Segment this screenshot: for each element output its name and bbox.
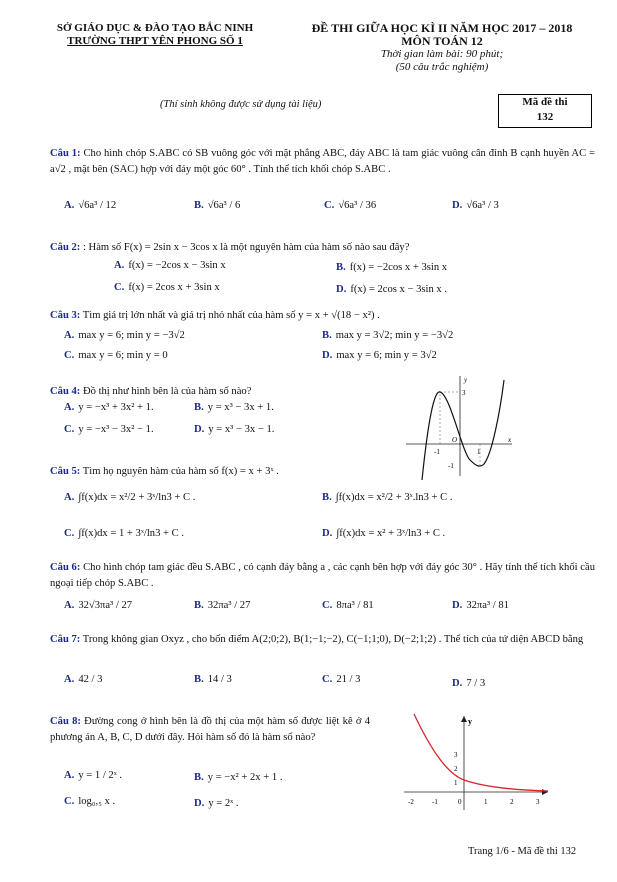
- option-b[interactable]: B. √6a³ / 6: [194, 200, 241, 211]
- svg-text:-1: -1: [434, 448, 440, 456]
- question-1: [50, 146, 595, 178]
- svg-text:-1: -1: [448, 462, 454, 470]
- option-b[interactable]: B. y = x³ − 3x + 1.: [194, 402, 274, 413]
- q8-graph: [402, 712, 552, 812]
- option-b[interactable]: B. max y = 3√2; min y = −3√2: [322, 330, 454, 341]
- option-a[interactable]: A. f(x) = −2cos x − 3sin x: [114, 260, 226, 271]
- option-c[interactable]: C. log₀,₅ x .: [64, 796, 116, 807]
- option-c[interactable]: C. f(x) = 2cos x + 3sin x: [114, 282, 220, 293]
- question-text: Đồ thị như hình bên là của hàm số nào?: [82, 386, 252, 397]
- svg-text:0: 0: [458, 798, 462, 806]
- svg-text:-2: -2: [408, 798, 414, 806]
- q4-options: [64, 402, 384, 442]
- option-c[interactable]: C. √6a³ / 36: [324, 200, 377, 211]
- svg-text:2: 2: [510, 798, 514, 806]
- question-label: Câu 1:: [50, 148, 81, 159]
- question-text: : Hàm số F(x) = 2sin x − 3cos x là một nguyên hàm của hàm số nào sau đây?: [82, 242, 410, 253]
- question-label: Câu 4:: [50, 386, 81, 397]
- question-7: [50, 632, 595, 648]
- option-d[interactable]: D. ∫f(x)dx = x² + 3ˣ/ln3 + C .: [322, 528, 446, 539]
- question-text: Cho hình chóp S.ABC có SB vuông góc với mặt phẳng ABC, đáy ABC là tam giác vuông cân đỉnh B cạnh huyền AC = a√2 , mặt bên (SAC) hợp với đáy một góc 60° . Tính thể tích khối chóp S.ABC .: [50, 148, 596, 175]
- question-text: Tìm giá trị lớn nhất và giá trị nhỏ nhất của hàm số y = x + √(18 − x²) .: [82, 310, 380, 321]
- svg-text:O: O: [452, 436, 458, 444]
- question-3: [50, 308, 595, 324]
- option-d[interactable]: D. √6a³ / 3: [452, 200, 499, 211]
- question-label: Câu 6:: [50, 562, 81, 573]
- exam-title: ĐỀ THI GIỮA HỌC KÌ II NĂM HỌC 2017 – 2018: [311, 21, 573, 35]
- question-text: Trong không gian Oxyz , cho bốn điểm A(2;0;2), B(1;−1;−2), C(−1;1;0), D(−2;1;2) . Thể tích của tứ diện ABCD bằng: [82, 634, 584, 645]
- option-b[interactable]: B. f(x) = −2cos x + 3sin x: [336, 262, 448, 273]
- exam-time: Thời gian làm bài: 90 phút;: [380, 48, 504, 60]
- svg-text:3: 3: [454, 751, 458, 759]
- option-a[interactable]: A. max y = 6; min y = −3√2: [64, 330, 185, 341]
- option-a[interactable]: A. y = −x³ + 3x² + 1.: [64, 402, 154, 413]
- question-text: Tìm họ nguyên hàm của hàm số f(x) = x + 3ˣ .: [82, 466, 279, 477]
- svg-text:1: 1: [454, 779, 458, 787]
- option-d[interactable]: D. y = x³ − 3x − 1.: [194, 424, 275, 435]
- question-text: Đường cong ở hình bên là đồ thị của một hàm số được liệt kê ở 4 phương án A, B, C, D dưới đây. Hỏi hàm số đó là hàm số nào?: [50, 716, 371, 743]
- question-6: [50, 560, 595, 592]
- question-8: [50, 714, 370, 746]
- option-a[interactable]: A. 32√3πa³ / 27: [64, 600, 133, 611]
- option-d[interactable]: D. max y = 6; min y = 3√2: [322, 350, 437, 361]
- question-4: [50, 384, 380, 400]
- exam-code-label: Mã đề thi: [522, 96, 568, 108]
- question-label: Câu 7:: [50, 634, 81, 645]
- svg-text:y: y: [464, 376, 468, 384]
- option-c[interactable]: C. max y = 6; min y = 0: [64, 350, 168, 361]
- option-a[interactable]: A. ∫f(x)dx = x²/2 + 3ˣ/ln3 + C .: [64, 492, 196, 503]
- q8-curve: [414, 714, 548, 791]
- question-label: Câu 3:: [50, 310, 81, 321]
- exam-code: 132: [536, 111, 554, 123]
- question-5: [50, 464, 595, 480]
- option-b[interactable]: B. 14 / 3: [194, 674, 232, 685]
- option-c[interactable]: C. ∫f(x)dx = 1 + 3ˣ/ln3 + C .: [64, 528, 185, 539]
- option-b[interactable]: B. 32πa³ / 27: [194, 600, 251, 611]
- exam-count: (50 câu trắc nghiệm): [395, 61, 489, 73]
- question-text: Cho hình chóp tam giác đều S.ABC , có cạnh đáy bằng a , các cạnh bên hợp với đáy góc 30° . Hãy tính thể tích khối cầu ngoại tiếp chóp S.ABC .: [50, 562, 596, 589]
- option-d[interactable]: D. y = 2ˣ .: [194, 798, 239, 809]
- option-b[interactable]: B. ∫f(x)dx = x²/2 + 3ˣ.ln3 + C .: [322, 492, 453, 503]
- svg-text:1: 1: [484, 798, 488, 806]
- page-footer: Trang 1/6 - Mã đề thi 132: [468, 846, 577, 857]
- option-d[interactable]: D. 7 / 3: [452, 678, 486, 689]
- option-c[interactable]: C. y = −x³ − 3x² − 1.: [64, 424, 154, 435]
- q2-options: [114, 260, 594, 302]
- svg-text:1: 1: [477, 448, 481, 456]
- svg-text:-1: -1: [432, 798, 438, 806]
- header-right: [282, 22, 602, 74]
- svg-text:3: 3: [462, 389, 466, 397]
- q7-options: [64, 674, 604, 694]
- svg-text:y: y: [468, 717, 472, 726]
- q8-options: [64, 770, 384, 820]
- svg-text:3: 3: [536, 798, 540, 806]
- option-a[interactable]: A. y = 1 / 2ˣ .: [64, 770, 123, 781]
- question-label: Câu 8:: [50, 716, 81, 727]
- svg-text:2: 2: [454, 765, 458, 773]
- q6-options: [64, 600, 604, 620]
- school-name: TRƯỜNG THPT YÊN PHONG SỐ 1: [67, 35, 243, 47]
- exam-code-box: [498, 94, 592, 128]
- q1-options: [64, 200, 604, 236]
- exam-subject: MÔN TOÁN 12: [401, 34, 483, 48]
- option-d[interactable]: D. 32πa³ / 81: [452, 600, 509, 611]
- option-d[interactable]: D. f(x) = 2cos x − 3sin x .: [336, 284, 448, 295]
- option-c[interactable]: C. 21 / 3: [322, 674, 361, 685]
- q5-options: [64, 492, 604, 552]
- option-b[interactable]: B. y = −x² + 2x + 1 .: [194, 772, 283, 783]
- header-left: [40, 22, 270, 48]
- option-a[interactable]: A. √6a³ / 12: [64, 200, 117, 211]
- option-c[interactable]: C. 8πa³ / 81: [322, 600, 374, 611]
- question-2: [50, 240, 595, 256]
- question-label: Câu 2:: [50, 242, 81, 253]
- question-label: Câu 5:: [50, 466, 81, 477]
- svg-text:x: x: [508, 436, 512, 444]
- dept-name: SỞ GIÁO DỤC & ĐÀO TẠO BẮC NINH: [56, 22, 254, 34]
- exam-note: (Thí sinh không được sử dụng tài liệu): [160, 99, 322, 110]
- q3-options: [64, 330, 604, 370]
- option-a[interactable]: A. 42 / 3: [64, 674, 103, 685]
